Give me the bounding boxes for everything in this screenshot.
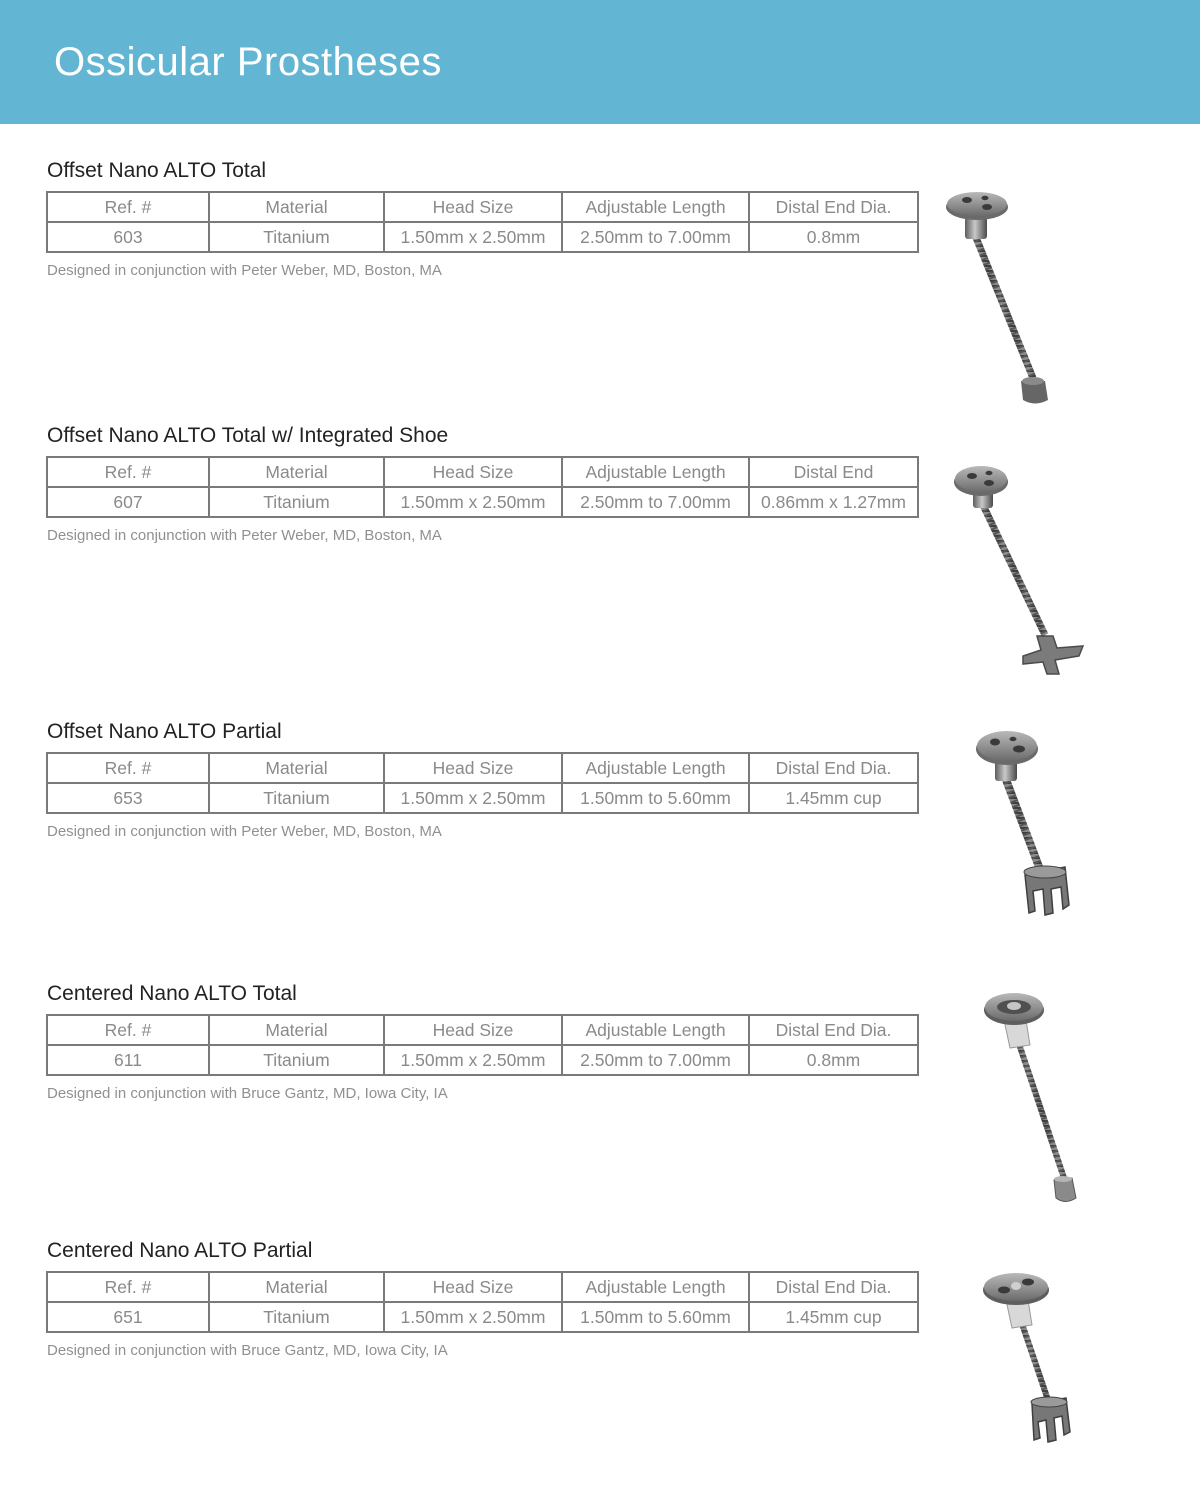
spec-value-row [47, 1045, 918, 1075]
product-title: Offset Nano ALTO Partial [47, 720, 282, 743]
prosthesis-ball-tip-icon [935, 185, 1075, 410]
page-title: Ossicular Prostheses [54, 40, 442, 84]
product-title: Centered Nano ALTO Partial [47, 1239, 313, 1262]
col-header-ref: Ref. # [47, 753, 209, 783]
spec-table [46, 752, 919, 814]
spec-value-row [47, 783, 918, 813]
col-header-head-size: Head Size [384, 457, 562, 487]
distal-end-value: 1.45mm cup [749, 783, 918, 813]
col-header-material: Material [209, 192, 384, 222]
spec-header-row [47, 753, 918, 783]
header-banner [0, 0, 1200, 124]
ref-value: 651 [47, 1302, 209, 1332]
distal-end-value: 0.86mm x 1.27mm [749, 487, 918, 517]
designer-credit: Designed in conjunction with Bruce Gantz, MD, Iowa City, IA [47, 1342, 448, 1359]
distal-end-value: 0.8mm [749, 222, 918, 252]
col-header-head-size: Head Size [384, 1015, 562, 1045]
col-header-distal-end: Distal End Dia. [749, 1015, 918, 1045]
head-size-value: 1.50mm x 2.50mm [384, 222, 562, 252]
prosthesis-centered-cup-icon [970, 1270, 1095, 1445]
col-header-head-size: Head Size [384, 753, 562, 783]
material-value: Titanium [209, 487, 384, 517]
prosthesis-cup-icon [965, 727, 1090, 922]
col-header-head-size: Head Size [384, 1272, 562, 1302]
product-title: Offset Nano ALTO Total [47, 159, 267, 182]
spec-value-row [47, 1302, 918, 1332]
distal-end-value: 0.8mm [749, 1045, 918, 1075]
material-value: Titanium [209, 1045, 384, 1075]
col-header-material: Material [209, 1015, 384, 1045]
col-header-distal-end: Distal End Dia. [749, 192, 918, 222]
prosthesis-shoe-icon [945, 460, 1095, 685]
product-title: Offset Nano ALTO Total w/ Integrated Shoe [47, 424, 449, 447]
adjustable-length-value: 2.50mm to 7.00mm [562, 487, 749, 517]
spec-header-row [47, 1015, 918, 1045]
product-title: Centered Nano ALTO Total [47, 982, 297, 1005]
spec-header-row [47, 1272, 918, 1302]
designer-credit: Designed in conjunction with Peter Weber, MD, Boston, MA [47, 262, 442, 279]
ref-value: 611 [47, 1045, 209, 1075]
prosthesis-centered-ball-tip-icon [970, 990, 1095, 1210]
col-header-material: Material [209, 1272, 384, 1302]
material-value: Titanium [209, 222, 384, 252]
spec-value-row [47, 487, 918, 517]
material-value: Titanium [209, 1302, 384, 1332]
col-header-ref: Ref. # [47, 457, 209, 487]
col-header-ref: Ref. # [47, 1015, 209, 1045]
material-value: Titanium [209, 783, 384, 813]
adjustable-length-value: 2.50mm to 7.00mm [562, 1045, 749, 1075]
col-header-ref: Ref. # [47, 192, 209, 222]
col-header-head-size: Head Size [384, 192, 562, 222]
ref-value: 607 [47, 487, 209, 517]
col-header-distal-end: Distal End [749, 457, 918, 487]
col-header-adjustable-length: Adjustable Length [562, 753, 749, 783]
col-header-adjustable-length: Adjustable Length [562, 192, 749, 222]
designer-credit: Designed in conjunction with Bruce Gantz, MD, Iowa City, IA [47, 1085, 448, 1102]
col-header-material: Material [209, 753, 384, 783]
head-size-value: 1.50mm x 2.50mm [384, 783, 562, 813]
spec-table [46, 1271, 919, 1333]
adjustable-length-value: 1.50mm to 5.60mm [562, 783, 749, 813]
col-header-adjustable-length: Adjustable Length [562, 1272, 749, 1302]
distal-end-value: 1.45mm cup [749, 1302, 918, 1332]
head-size-value: 1.50mm x 2.50mm [384, 1302, 562, 1332]
head-size-value: 1.50mm x 2.50mm [384, 487, 562, 517]
col-header-material: Material [209, 457, 384, 487]
adjustable-length-value: 1.50mm to 5.60mm [562, 1302, 749, 1332]
adjustable-length-value: 2.50mm to 7.00mm [562, 222, 749, 252]
ref-value: 603 [47, 222, 209, 252]
head-size-value: 1.50mm x 2.50mm [384, 1045, 562, 1075]
col-header-distal-end: Distal End Dia. [749, 1272, 918, 1302]
spec-header-row [47, 457, 918, 487]
spec-value-row [47, 222, 918, 252]
spec-table [46, 191, 919, 253]
spec-table [46, 1014, 919, 1076]
ref-value: 653 [47, 783, 209, 813]
col-header-distal-end: Distal End Dia. [749, 753, 918, 783]
designer-credit: Designed in conjunction with Peter Weber, MD, Boston, MA [47, 823, 442, 840]
col-header-adjustable-length: Adjustable Length [562, 457, 749, 487]
col-header-adjustable-length: Adjustable Length [562, 1015, 749, 1045]
spec-header-row [47, 192, 918, 222]
col-header-ref: Ref. # [47, 1272, 209, 1302]
designer-credit: Designed in conjunction with Peter Weber, MD, Boston, MA [47, 527, 442, 544]
spec-table [46, 456, 919, 518]
